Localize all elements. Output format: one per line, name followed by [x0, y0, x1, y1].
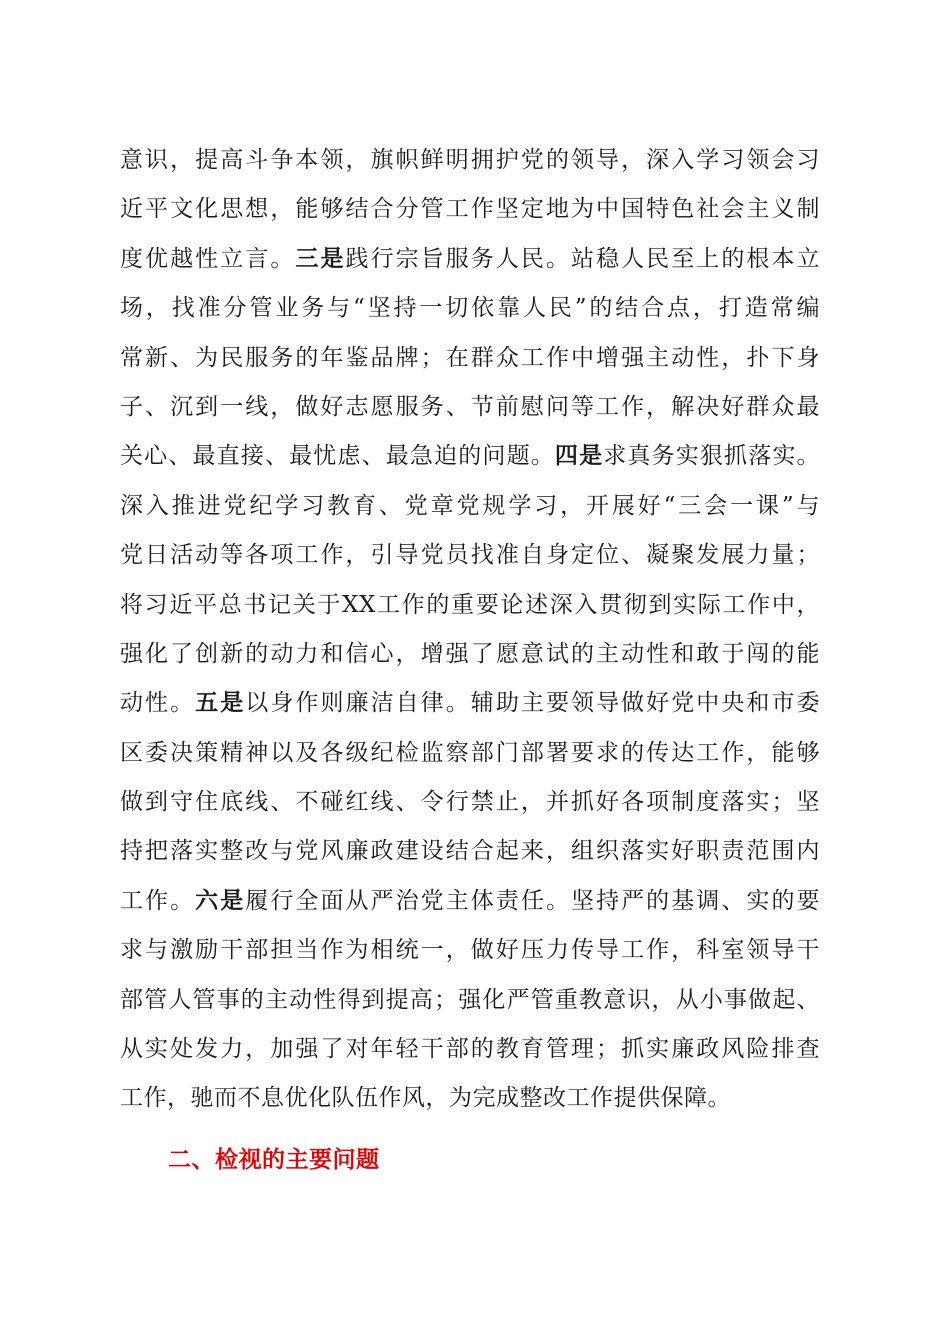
- text-line: [120, 235, 820, 284]
- text-line: 强化了创新的动力和信心，增强了愿意试的主动性和敢于闯的能: [120, 640, 820, 667]
- text-line: 做到守住底线、不碰红线、令行禁止，并抓好各项制度落实；坚: [120, 789, 820, 816]
- text-line: 深入推进党纪学习教育、党章党规学习，开展好“三会一课”与: [120, 492, 820, 519]
- emphasis-label: 四是: [554, 443, 604, 470]
- text-line: 持把落实整改与党风廉政建设结合起来，组织落实好职责范围内: [120, 838, 820, 865]
- text-run: 求真务实狠抓落实。: [603, 443, 820, 470]
- text-line: 场，找准分管业务与“坚持一切依靠人民”的结合点，打造常编: [120, 295, 820, 322]
- text-run: 度优越性立言。: [120, 245, 296, 272]
- emphasis-label: 三是: [295, 245, 346, 272]
- text-line: 党日活动等各项工作，引导党员找准自身定位、凝聚发展力量；: [120, 542, 820, 569]
- text-line: 工作，驰而不息优化队伍作风，为完成整改工作提供保障。: [120, 1085, 731, 1112]
- text-line: 子、沉到一线，做好志愿服务、节前慰问等工作，解决好群众最: [120, 393, 820, 420]
- emphasis-label: 五是: [195, 690, 246, 717]
- text-line: 区委决策精神以及各级纪检监察部门部署要求的传达工作，能够: [120, 739, 820, 766]
- text-line: 常新、为民服务的年鉴品牌；在群众工作中增强主动性，扑下身: [120, 344, 820, 371]
- text-run: 关心、最直接、最忧虑、最急迫的问题。: [120, 443, 555, 470]
- text-run: 履行全面从严治党主体责任。坚持严的基调、实的要: [245, 887, 820, 914]
- text-run: 动性。: [120, 690, 196, 717]
- section-heading: 二、检视的主要问题: [168, 1147, 380, 1173]
- text-line: [120, 432, 820, 481]
- text-run: 工作。: [120, 887, 196, 914]
- text-run: 践行宗旨服务人民。站稳人民至上的根本立: [345, 245, 820, 272]
- text-line: [120, 877, 820, 926]
- text-line: 将习近平总书记关于XX工作的重要论述深入贯彻到实际工作中，: [120, 591, 820, 618]
- body-paragraph: [120, 136, 820, 1124]
- text-line: 意识，提高斗争本领，旗帜鲜明拥护党的领导，深入学习领会习: [120, 147, 820, 173]
- text-line: 近平文化思想，能够结合分管工作坚定地为中国特色社会主义制: [120, 196, 820, 223]
- text-line: 部管人管事的主动性得到提高；强化严管重教意识，从小事做起、: [120, 986, 820, 1013]
- text-line: [120, 679, 820, 728]
- text-line: 求与激励干部担当作为相统一，做好压力传导工作，科室领导干: [120, 937, 820, 964]
- text-run: 以身作则廉洁自律。辅助主要领导做好党中央和市委: [245, 690, 820, 717]
- emphasis-label: 六是: [195, 887, 246, 914]
- text-line: 从实处发力，加强了对年轻干部的教育管理；抓实廉政风险排查: [120, 1036, 820, 1063]
